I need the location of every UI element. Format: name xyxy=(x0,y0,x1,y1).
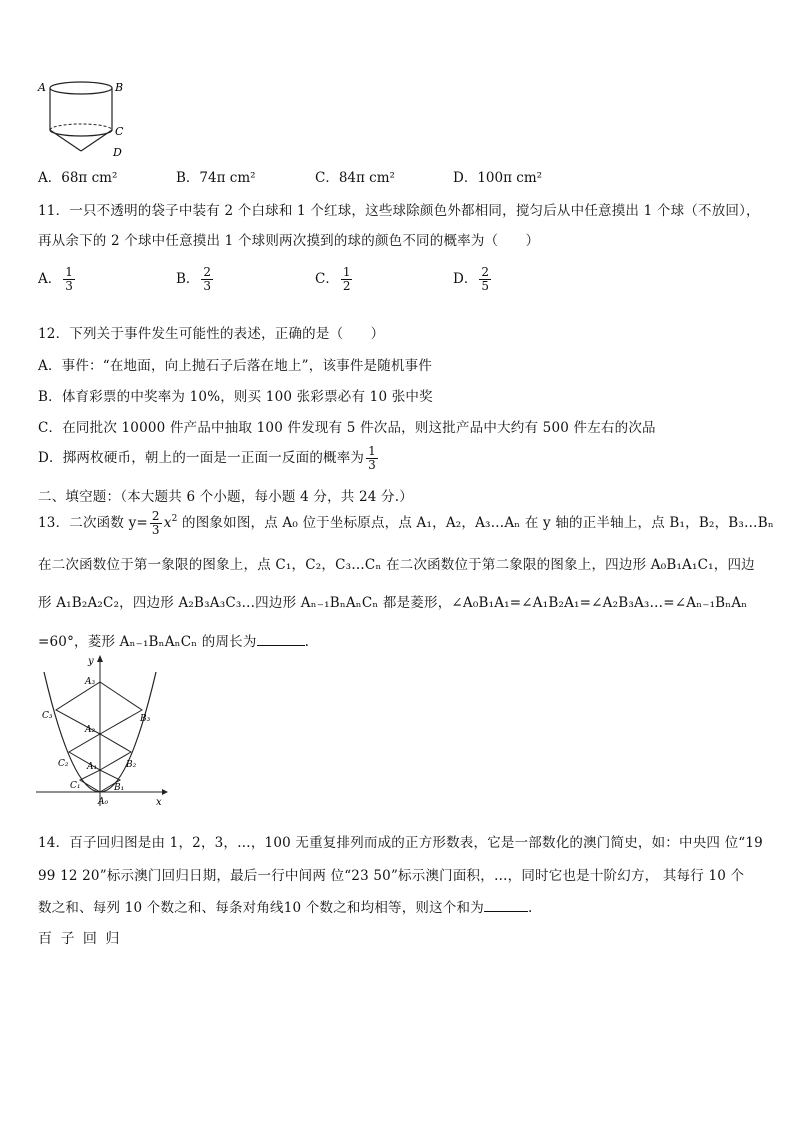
label-B3: B₃ xyxy=(140,714,151,724)
label-D: D xyxy=(113,146,122,159)
q14-line1: 14．百子回归图是由 1，2，3，…，100 无重复排列而成的正方形数表，它是一部数化的澳门简史，如：中央四 位“19 xyxy=(38,835,763,851)
label-C3: C₃ xyxy=(42,711,53,721)
label-A: A xyxy=(38,81,46,94)
q11-option-b: B． $\frac{2}{3}$ xyxy=(176,265,212,293)
parabola-rhombus-figure xyxy=(30,652,170,810)
q10-option-d: D．100π cm² xyxy=(453,170,543,186)
cylinder-cone-figure xyxy=(30,72,140,164)
q11-option-d: D． $\frac{2}{5}$ xyxy=(453,265,489,293)
label-B: B xyxy=(115,81,124,94)
q13-line2: 在二次函数位于第一象限的图象上，点 C₁，C₂，C₃…Cₙ 在二次函数位于第二象限的图象上，四边形 A₀B₁A₁C₁，四边 xyxy=(38,557,755,573)
q12-stem: 12．下列关于事件发生可能性的表述，正确的是（ ） xyxy=(38,326,385,342)
answer-blank-13 xyxy=(257,633,305,646)
q11-option-c: C． $\frac{1}{2}$ xyxy=(315,265,351,293)
q14-line3: 数之和、每列 10 个数之和、每条对角线10 个数之和均相等，则这个和为 . xyxy=(38,900,533,916)
q13-line1: 13．二次函数 y= $\frac{2}{3}$ $x^2$ 的图象如图，点 A₀ 位于坐标原点，点 A₁，A₂，A₃…Aₙ 在 y 轴的正半轴上，点 B₁，B₂，B₃…Bₙ xyxy=(38,509,774,537)
q11-line2: 再从余下的 2 个球中任意摸出 1 个球则两次摸到的球的颜色不同的概率为（ ） xyxy=(38,233,540,249)
answer-blank-14 xyxy=(484,899,528,912)
label-B2: B₂ xyxy=(126,760,137,770)
label-A3: A₃ xyxy=(85,677,96,687)
label-B1: B₁ xyxy=(114,783,125,793)
q10-option-c: C．84π cm² xyxy=(315,170,395,186)
q14-line2: 99 12 20”标示澳门回归日期，最后一行中间两 位“23 50”标示澳门面积，…，同时它也是十阶幻方， 其每行 10 个 xyxy=(38,868,745,884)
label-A2: A₂ xyxy=(85,725,96,735)
section-heading: 二、填空题：（本大题共 6 个小题，每小题 4 分，共 24 分.） xyxy=(38,489,413,505)
q12-option-a: A．事件：“在地面，向上抛石子后落在地上”，该事件是随机事件 xyxy=(38,358,433,374)
axis-x-label: x xyxy=(156,797,162,808)
q11-line1: 11．一只不透明的袋子中装有 2 个白球和 1 个红球，这些球除颜色外都相同，搅匀后从中任意摸出 1 个球（不放回）， xyxy=(38,203,760,219)
q13-line4: =60°，菱形 Aₙ₋₁BₙAₙCₙ 的周长为 . xyxy=(38,634,310,650)
axis-y-label: y xyxy=(88,656,94,667)
q13-line3: 形 A₁B₂A₂C₂，四边形 A₂B₃A₃C₃…四边形 Aₙ₋₁BₙAₙCₙ 都是菱形，∠A₀B₁A₁=∠A₁B₂A₁=∠A₂B₃A₃…=∠Aₙ₋₁BₙAₙ xyxy=(38,595,748,611)
q10-option-b: B．74π cm² xyxy=(176,170,256,186)
q12-option-b: B．体育彩票的中奖率为 10%，则买 100 张彩票必有 10 张中奖 xyxy=(38,389,433,405)
label-C1: C₁ xyxy=(70,781,81,791)
q12-option-d: D．掷两枚硬币，朝上的一面是一正面一反面的概率为 $\frac{1}{3}$ xyxy=(38,444,376,472)
q14-tail: 百 子 回 归 xyxy=(38,931,122,947)
label-C2: C₂ xyxy=(58,759,69,769)
q12-option-c: C．在同批次 10000 件产品中抽取 100 件发现有 5 件次品，则这批产品中大约有 500 件左右的次品 xyxy=(38,420,656,436)
label-A0: A₀ xyxy=(98,797,109,807)
label-A1: A₁ xyxy=(87,762,98,772)
q10-option-a: A．68π cm² xyxy=(38,170,118,186)
q11-option-a: A． $\frac{1}{3}$ xyxy=(38,265,73,293)
label-C: C xyxy=(115,125,124,138)
